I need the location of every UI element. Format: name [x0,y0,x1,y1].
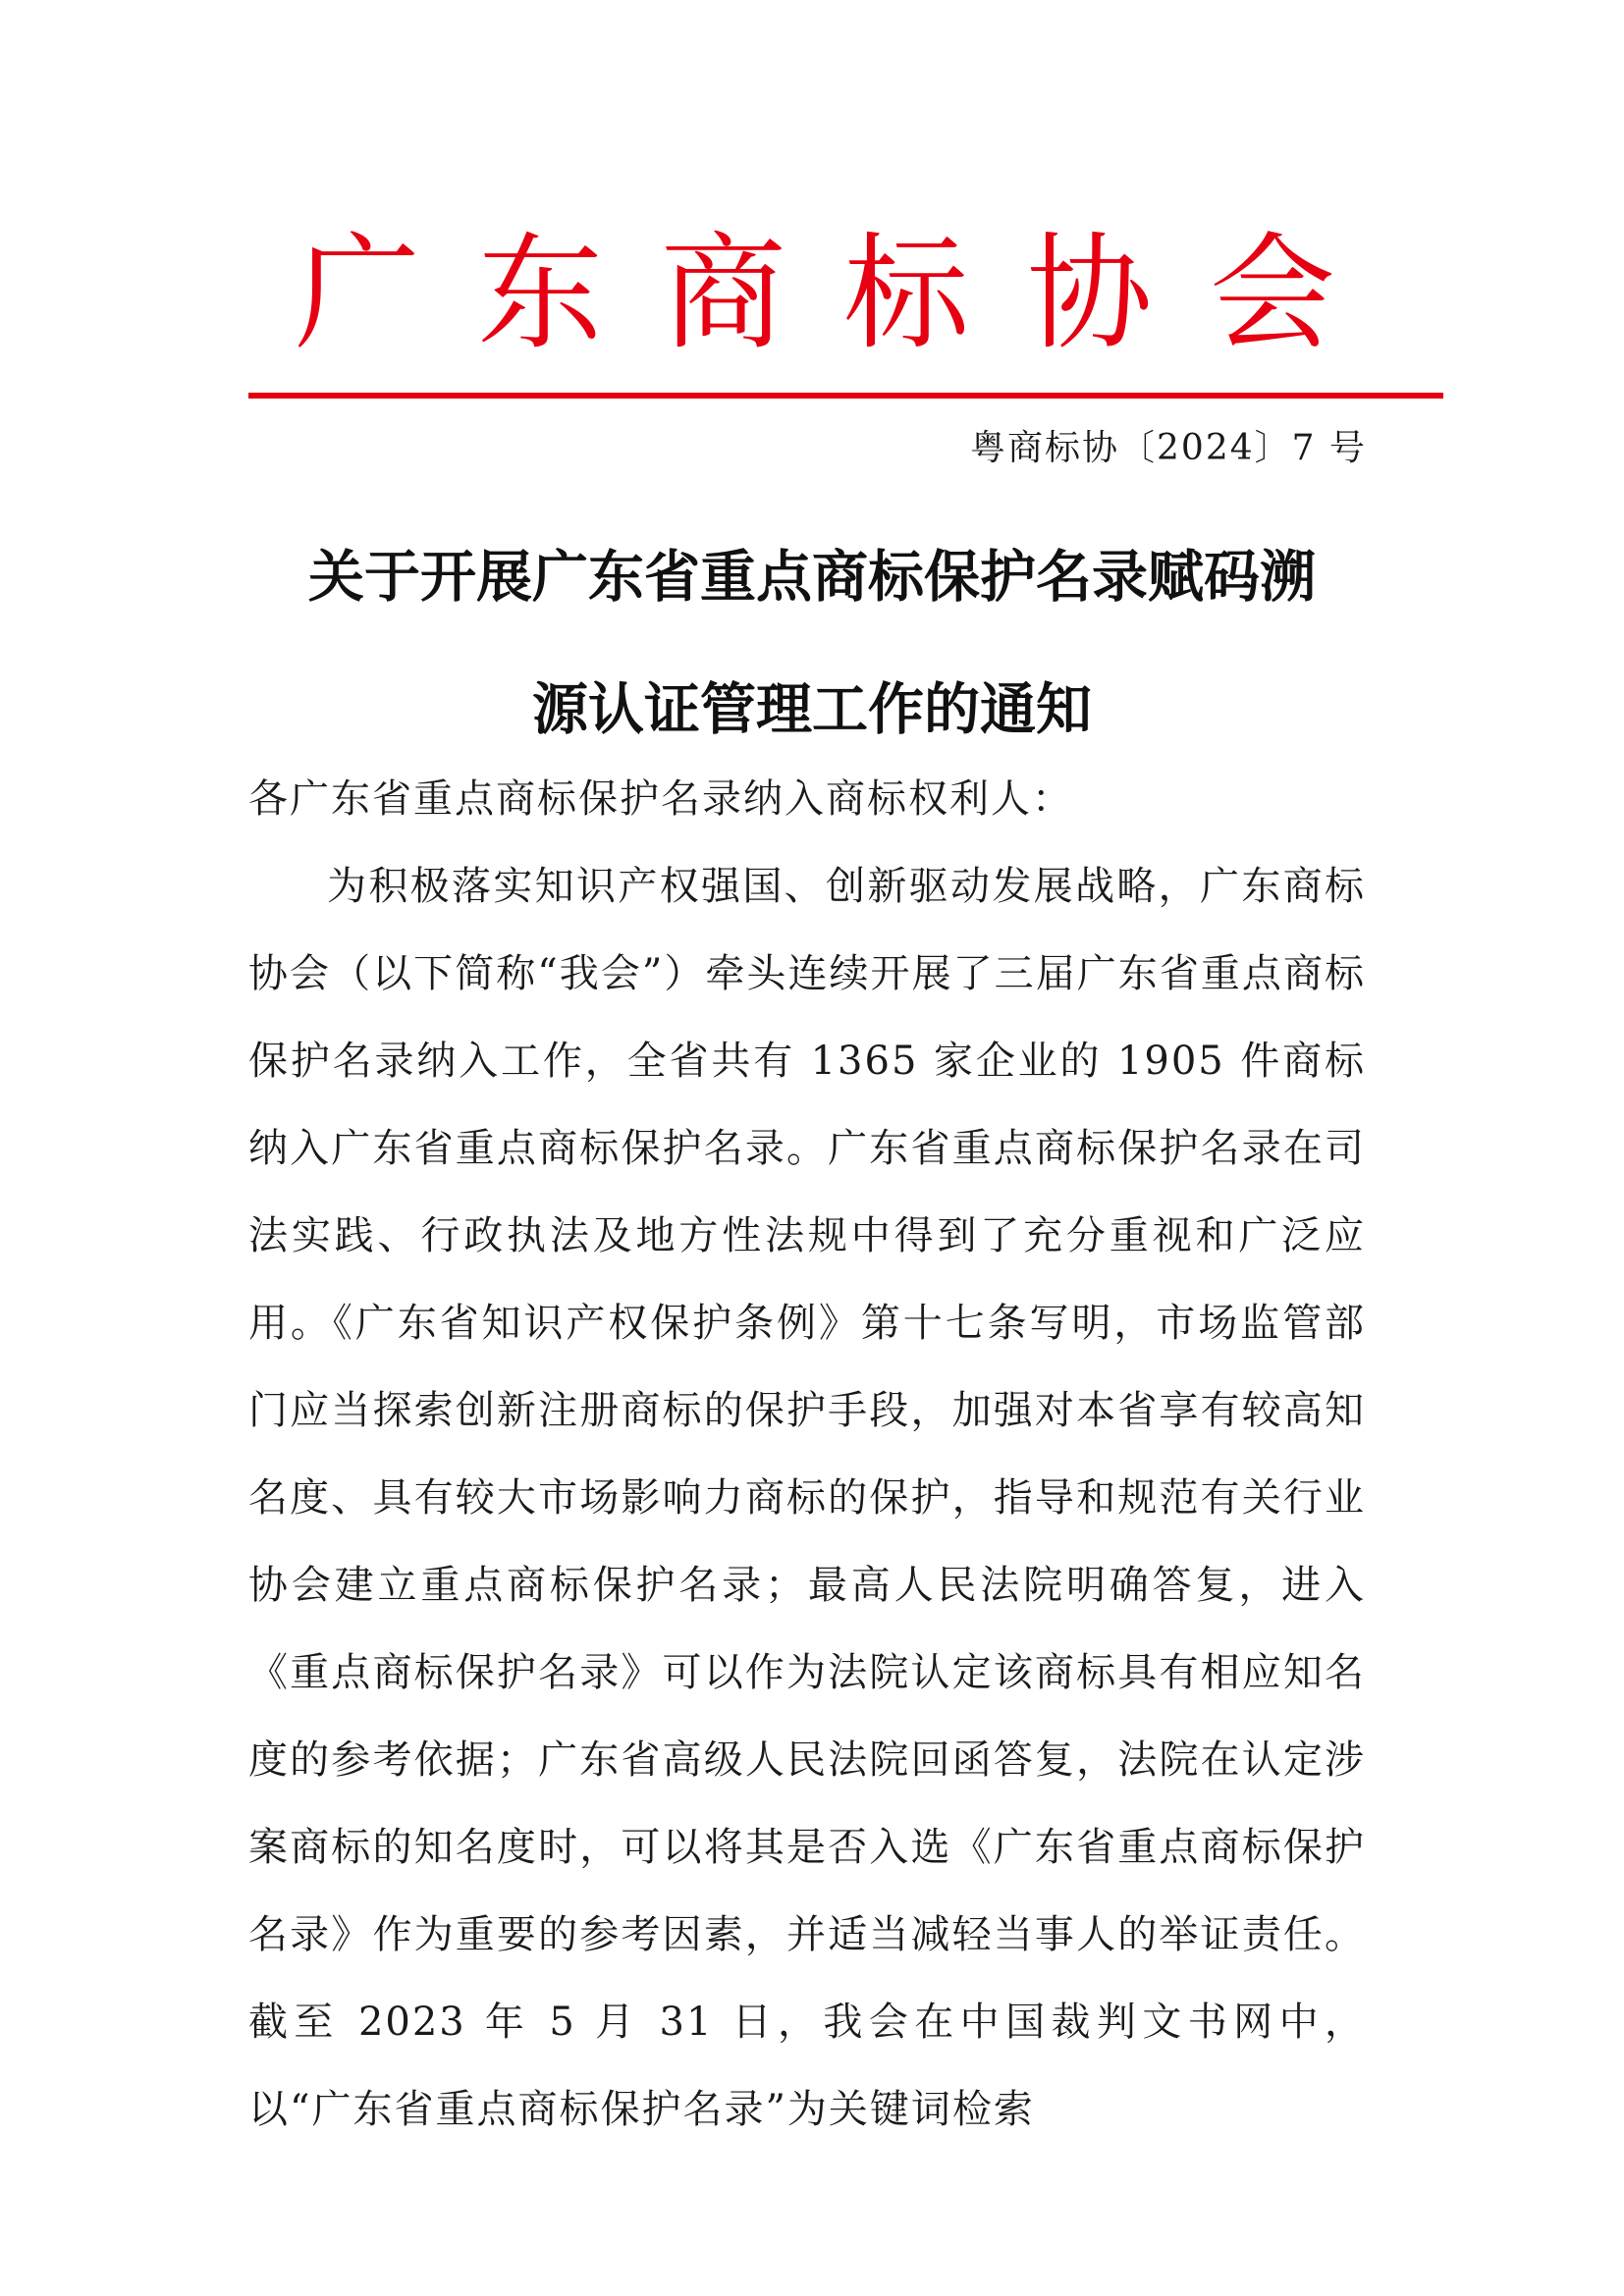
notice-body [248,756,1366,2154]
letterhead-char: 东 [477,221,604,367]
letterhead-char: 商 [660,221,786,367]
letterhead-char: 标 [843,221,970,367]
salutation: 各广东省重点商标保护名录纳入商标权利人： [248,776,1073,822]
notice-title-line: 关于开展广东省重点商标保护名录赋码溯 [308,544,1316,610]
body-paragraph: 为积极落实知识产权强国、创新驱动发展战略，广东商标协会（以下简称“我会”）牵头连续开展了三届广东省重点商标保护名录纳入工作，全省共有 1365 家企业的 1905 件商标纳入广东省重点商标保护名录。广东省重点商标保护名录在司法实践、行政执法及地方性法规中得到了充分重视和广泛应用。《广东省知识产权保护条例》第十七条写明，市场监管部门应当探索创新注册商标的保护手段，加强对本省享有较高知名度、具有较大市场影响力商标的保护，指导和规范有关行业协会建立重点商标保护名录；最高人民法院明确答复，进入《重点商标保护名录》可以作为法院认定该商标具有相应知名度的参考依据；广东省高级人民法院回函答复，法院在认定涉案商标的知名度时，可以将其是否入选《广东省重点商标保护名录》作为重要的参考因素，并适当减轻当事人的举证责任。截至 2023 年 5 月 31 日，我会在中国裁判文书网中，以“广东省重点商标保护名录”为关键词检索 [248,864,1366,2132]
letterhead-divider [248,393,1443,399]
notice-title-line: 源认证管理工作的通知 [532,676,1092,742]
letterhead-char: 会 [1209,221,1335,367]
letterhead-org-name [295,216,1335,373]
letterhead-char: 协 [1026,221,1153,367]
letterhead-char: 广 [295,221,421,367]
notice-title [248,510,1376,775]
document-number: 粤商标协〔2024〕7 号 [970,428,1367,468]
